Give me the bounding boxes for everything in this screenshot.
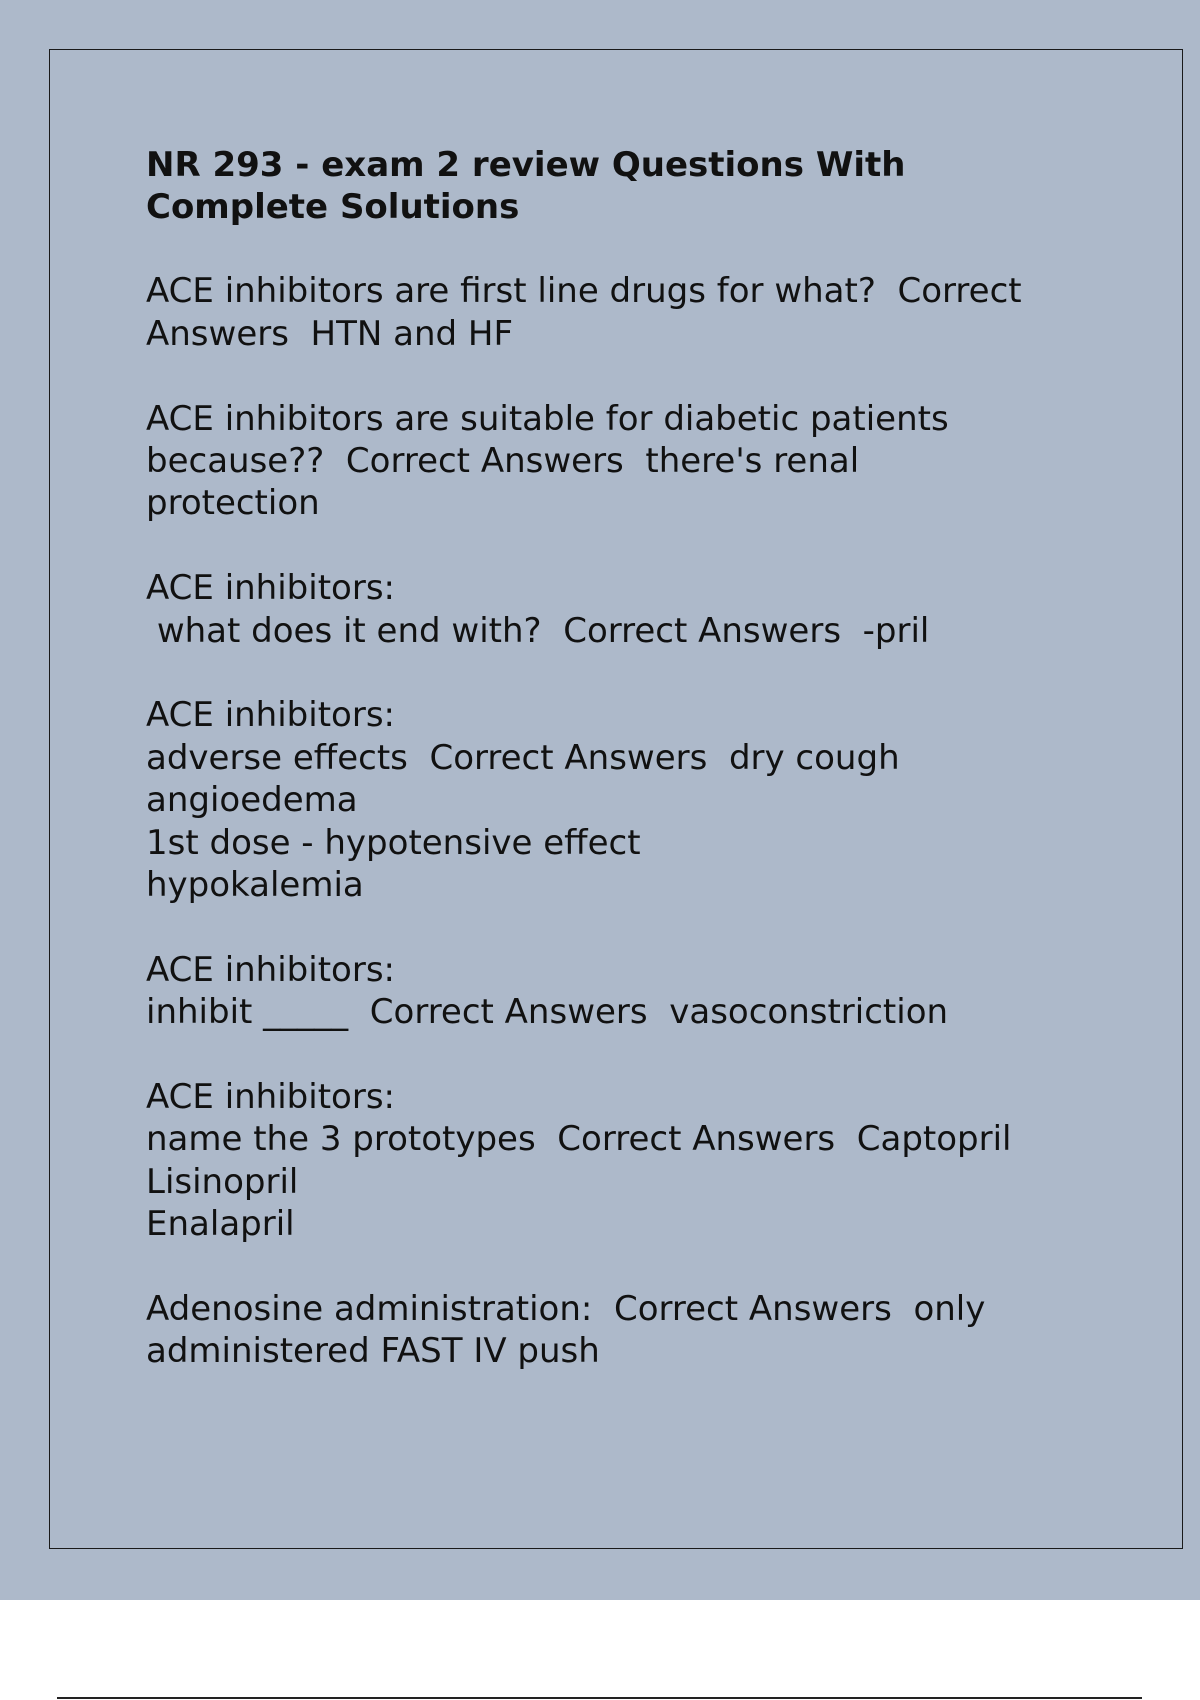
qa-item: ACE inhibitors: what does it end with? Correct Answers -pril (146, 568, 930, 651)
document-content (146, 144, 1106, 1373)
qa-item: ACE inhibitors: inhibit _____ Correct Answers vasoconstriction (146, 949, 949, 1033)
qa-item: ACE inhibitors are suitable for diabetic patients because?? Correct Answers there's renal protection (146, 398, 949, 524)
qa-item: ACE inhibitors: name the 3 prototypes Correct Answers Captopril Lisinopril Enalapril (146, 1077, 1012, 1245)
qa-item: ACE inhibitors: adverse effects Correct Answers dry cough angioedema 1st dose - hypotensive effect hypokalemia (146, 695, 900, 906)
document-title: NR 293 - exam 2 review Questions With Complete Solutions (146, 145, 906, 227)
qa-item: ACE inhibitors are first line drugs for what? Correct Answers HTN and HF (146, 271, 1022, 354)
qa-item: Adenosine administration: Correct Answers only administered FAST IV push (146, 1289, 986, 1372)
footer-divider (57, 1697, 1142, 1699)
